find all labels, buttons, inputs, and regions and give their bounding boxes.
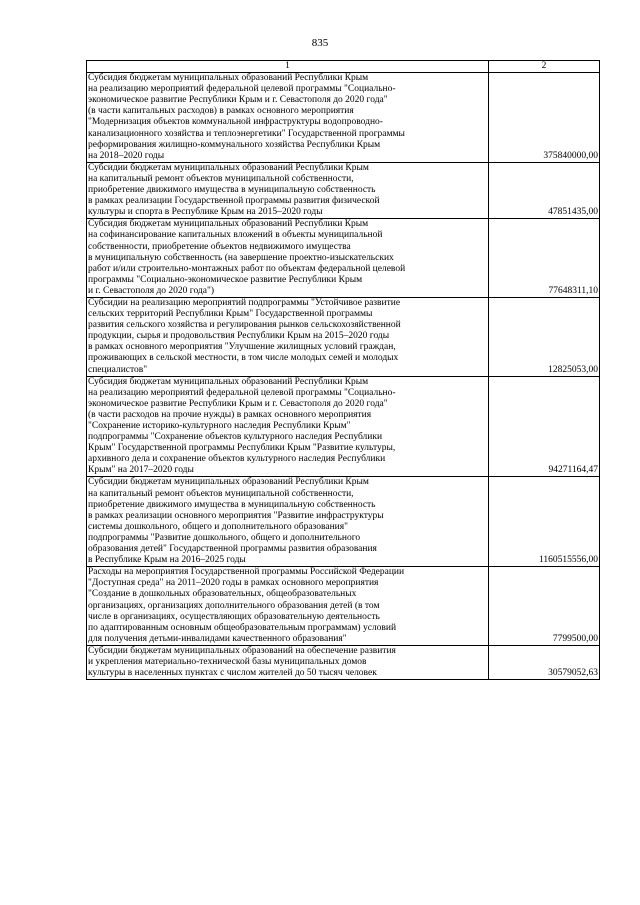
table-row [87,297,600,376]
table-header-row [87,61,600,73]
row-amount: 375840000,00 [489,73,600,163]
page-number: 835 [311,37,329,49]
row-amount: 47851435,00 [489,162,600,218]
row-amount: 7799500,00 [489,567,600,646]
table-row [87,73,600,163]
column-header-2: 2 [489,61,600,73]
row-amount: 94271164,47 [489,376,600,477]
row-description: Субсидии бюджетам муниципальных образований Республики Крым на капитальный ремонт объектов муниципальной собственности, приобретение движимого имущества в муниципальную собственность в рамках реализации основного мероприятия "Развитие инфраструктуры системы дошкольного, общего и дополнительного образования" подпрограммы "Развитие дошкольного, общего и дополнительного образования детей" Государственной программы развития образования в Республике Крым на 2016–2025 годы [87,477,489,567]
table-row [87,645,600,679]
table-row [87,567,600,646]
row-description: Субсидия бюджетам муниципальных образований Республики Крым на реализацию мероприятий федеральной целевой программы "Социально- экономическое развитие Республики Крым и г. Севастополя до 2020 года" (в части расходов на прочие нужды) в рамках основного мероприятия "Сохранение историко-культурного наследия Республики Крым" подпрограммы "Сохранение объектов культурного наследия Республики Крым" Государственной программы Республики Крым "Развитие культуры, архивного дела и сохранение объектов культурного наследия Республики Крым" на 2017–2020 годы [87,376,489,477]
row-description: Субсидии бюджетам муниципальных образований на обеспечение развития и укрепления материально-технической базы муниципальных домов культуры в населенных пунктах с числом жителей до 50 тысяч человек [87,645,489,679]
table-row [87,477,600,567]
column-header-1: 1 [87,61,489,73]
row-description: Расходы на мероприятия Государственной программы Российской Федерации "Доступная среда" на 2011–2020 годы в рамках основного мероприятия "Создание в дошкольных образовательных, общеобразовательных организациях, организациях дополнительного образования детей (в том числе в организациях, осуществляющих образовательную деятельность по адаптированным основным общеобразовательным программам) условий для получения детьми-инвалидами качественного образования" [87,567,489,646]
row-amount: 1160515556,00 [489,477,600,567]
row-amount: 77648311,10 [489,219,600,298]
row-amount: 30579052,63 [489,645,600,679]
table-row [87,162,600,218]
row-description: Субсидия бюджетам муниципальных образований Республики Крым на софинансирование капитальных вложений в объекты муниципальной собственности, приобретение объектов недвижимого имущества в муниципальную собственность (на завершение проектно-изыскательских работ и/или строительно-монтажных работ по объектам федеральной целевой программы "Социально-экономическое развитие Республики Крым и г. Севастополя до 2020 года") [87,219,489,298]
budget-table [86,60,600,680]
row-description: Субсидии бюджетам муниципальных образований Республики Крым на капитальный ремонт объектов муниципальной собственности, приобретение движимого имущества в муниципальную собственность в рамках реализации Государственной программы развития физической культуры и спорта в Республике Крым на 2015–2020 годы [87,162,489,218]
table-row [87,376,600,477]
row-description: Субсидии на реализацию мероприятий подпрограммы "Устойчивое развитие сельских территорий Республики Крым" Государственной программы развития сельского хозяйства и регулирования рынков сельскохозяйственной продукции, сырья и продовольствия Республики Крым на 2015–2020 годы в рамках основного мероприятия "Улучшение жилищных условий граждан, проживающих в сельской местности, в том числе молодых семей и молодых специалистов" [87,297,489,376]
table-row [87,219,600,298]
row-amount: 12825053,00 [489,297,600,376]
row-description: Субсидия бюджетам муниципальных образований Республики Крым на реализацию мероприятий федеральной целевой программы "Социально- экономическое развитие Республики Крым и г. Севастополя до 2020 года" (в части капитальных расходов) в рамках основного мероприятия "Модернизация объектов коммунальной инфраструктуры водопроводно- канализационного хозяйства и теплоэнергетики" Государственной программы реформирования жилищно-коммунального хозяйства Республики Крым на 2018–2020 годы [87,73,489,163]
